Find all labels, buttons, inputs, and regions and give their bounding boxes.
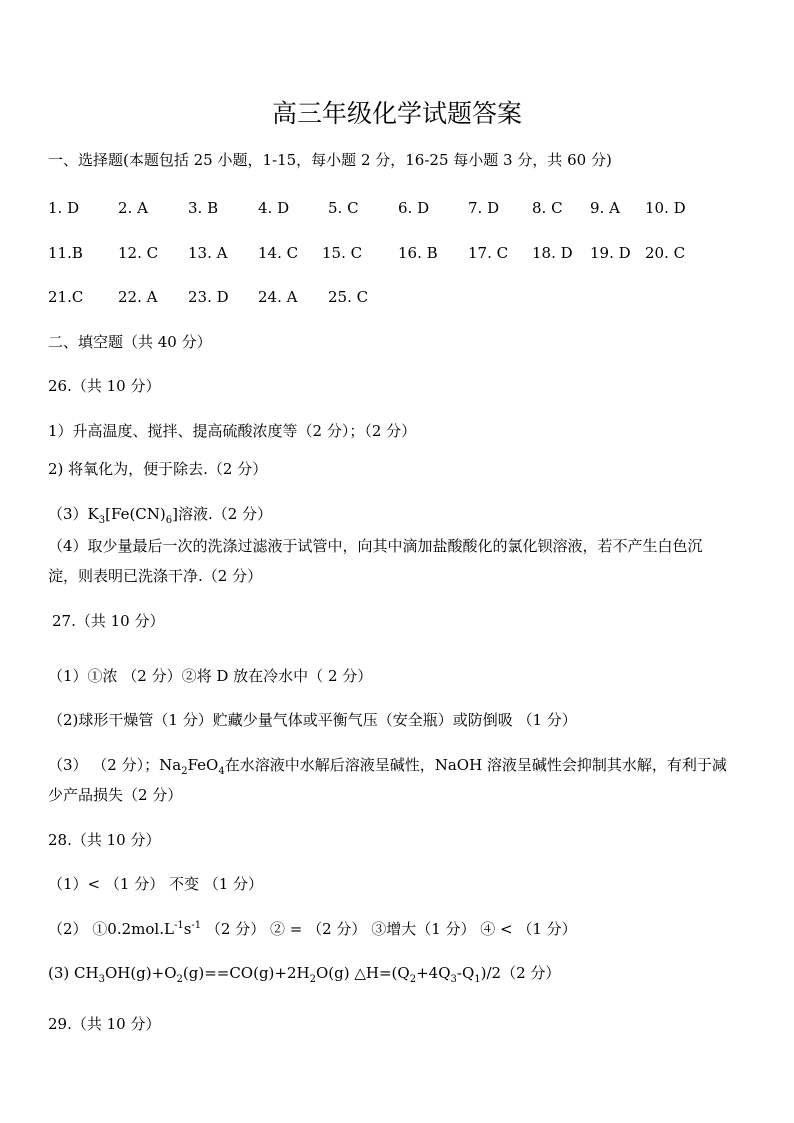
q26-heading: 26.（共 10 分） bbox=[48, 377, 161, 395]
q26-answer-3-text: （3）K bbox=[48, 505, 99, 523]
q27-answer-3-text: （3） （2 分）；Na bbox=[48, 756, 182, 774]
answer-item: 22. A bbox=[118, 288, 158, 306]
answer-item: 20. C bbox=[645, 244, 686, 262]
answer-item: 9. A bbox=[590, 199, 620, 217]
page-title: 高三年级化学试题答案 bbox=[271, 99, 522, 128]
q27-answer-1: （1）①浓 （2 分）②将 D 放在冷水中（ 2 分） bbox=[48, 667, 373, 685]
subscript: 3 bbox=[98, 974, 105, 985]
q28-answer-3-text: OH(g)+O bbox=[104, 964, 177, 982]
q28-answer-2-text: （2 分） ② = （2 分） ③增大（1 分） ④ < （1 分） bbox=[201, 920, 577, 938]
q26-answer-3-text: ]溶液.（2 分） bbox=[172, 505, 273, 523]
q28-answer-3 bbox=[48, 963, 560, 983]
q27-heading: 27.（共 10 分） bbox=[52, 612, 165, 630]
q28-answer-2-text: s bbox=[183, 920, 192, 938]
q27-answer-3-text: 在水溶液中水解后溶液呈碱性，NaOH 溶液呈碱性会抑制其水解，有利于减 bbox=[224, 756, 727, 774]
answer-item: 13. A bbox=[188, 244, 228, 262]
answer-item: 16. B bbox=[398, 244, 438, 262]
answer-item: 18. D bbox=[532, 244, 573, 262]
q28-answer-3-text: (3) CH bbox=[48, 964, 99, 982]
subscript: 4 bbox=[218, 766, 225, 777]
q26-answer-1: 1）升高温度、搅拌、提高硫酸浓度等（2 分）；（2 分） bbox=[48, 422, 417, 440]
q26-answer-3-text: [Fe(CN) bbox=[105, 505, 166, 523]
q28-answer-2-text: （2） ①0.2mol.L bbox=[48, 920, 174, 938]
answer-item: 7. D bbox=[468, 199, 500, 217]
subscript: 3 bbox=[98, 515, 106, 526]
q27-answer-2: （2)球形干燥管（1 分）贮藏少量气体或平衡气压（安全瓶）或防倒吸 （1 分） bbox=[48, 711, 577, 729]
q26-answer-2: 2) 将氧化为，便于除去.（2 分） bbox=[48, 460, 268, 478]
answer-item: 23. D bbox=[188, 288, 229, 306]
answer-item: 19. D bbox=[590, 244, 631, 262]
q28-answer-3-text: +4Q bbox=[416, 964, 451, 982]
answer-item: 25. C bbox=[328, 288, 369, 306]
answer-item: 1. D bbox=[48, 199, 80, 217]
q28-answer-3-text: )/2（2 分） bbox=[480, 964, 561, 982]
subscript: 2 bbox=[176, 974, 183, 985]
subscript: 3 bbox=[450, 974, 457, 985]
q27-answer-3 bbox=[48, 755, 727, 775]
answer-item: 2. A bbox=[118, 199, 148, 217]
q28-answer-3-text: O(g) △H=(Q bbox=[315, 964, 410, 982]
answer-item: 10. D bbox=[645, 199, 686, 217]
answer-item: 5. C bbox=[328, 199, 359, 217]
answer-item: 24. A bbox=[258, 288, 298, 306]
section1-heading: 一、选择题(本题包括 25 小题，1-15，每小题 2 分，16-25 每小题 3 分，共 60 分) bbox=[48, 151, 612, 169]
q27-answer-3-text: FeO bbox=[187, 756, 219, 774]
answer-item: 15. C bbox=[322, 244, 363, 262]
subscript: 2 bbox=[309, 974, 316, 985]
superscript: -1 bbox=[173, 920, 184, 931]
q27-answer-3-line2: 少产品损失（2 分） bbox=[48, 786, 183, 804]
superscript: -1 bbox=[191, 920, 202, 931]
q28-heading: 28.（共 10 分） bbox=[48, 831, 161, 849]
q26-answer-3 bbox=[48, 504, 272, 524]
subscript: 6 bbox=[165, 515, 173, 526]
answer-item: 4. D bbox=[258, 199, 290, 217]
q28-answer-3-text: (g)==CO(g)+2H bbox=[182, 964, 310, 982]
answer-item: 3. B bbox=[188, 199, 219, 217]
answer-item: 17. C bbox=[468, 244, 509, 262]
subscript: 2 bbox=[181, 766, 188, 777]
answer-item: 8. C bbox=[532, 199, 563, 217]
q28-answer-1: （1）< （1 分） 不变 （1 分） bbox=[48, 875, 264, 893]
section2-heading: 二、填空题（共 40 分） bbox=[48, 333, 212, 351]
q26-answer-4-line2: 淀，则表明已洗涤干净.（2 分） bbox=[48, 567, 263, 585]
answer-item: 14. C bbox=[258, 244, 299, 262]
answer-item: 11.B bbox=[48, 244, 83, 262]
q28-answer-3-text: -Q bbox=[456, 964, 475, 982]
subscript: 2 bbox=[409, 974, 417, 985]
answer-item: 6. D bbox=[398, 199, 430, 217]
q28-answer-2 bbox=[48, 919, 577, 939]
subscript: 1 bbox=[474, 974, 481, 985]
q29-heading: 29.（共 10 分） bbox=[48, 1015, 161, 1033]
q26-answer-4-line1: （4）取少量最后一次的洗涤过滤液于试管中，向其中滴加盐酸酸化的氯化钡溶液，若不产生白色沉 bbox=[48, 537, 703, 555]
answer-item: 12. C bbox=[118, 244, 159, 262]
answer-item: 21.C bbox=[48, 288, 84, 306]
